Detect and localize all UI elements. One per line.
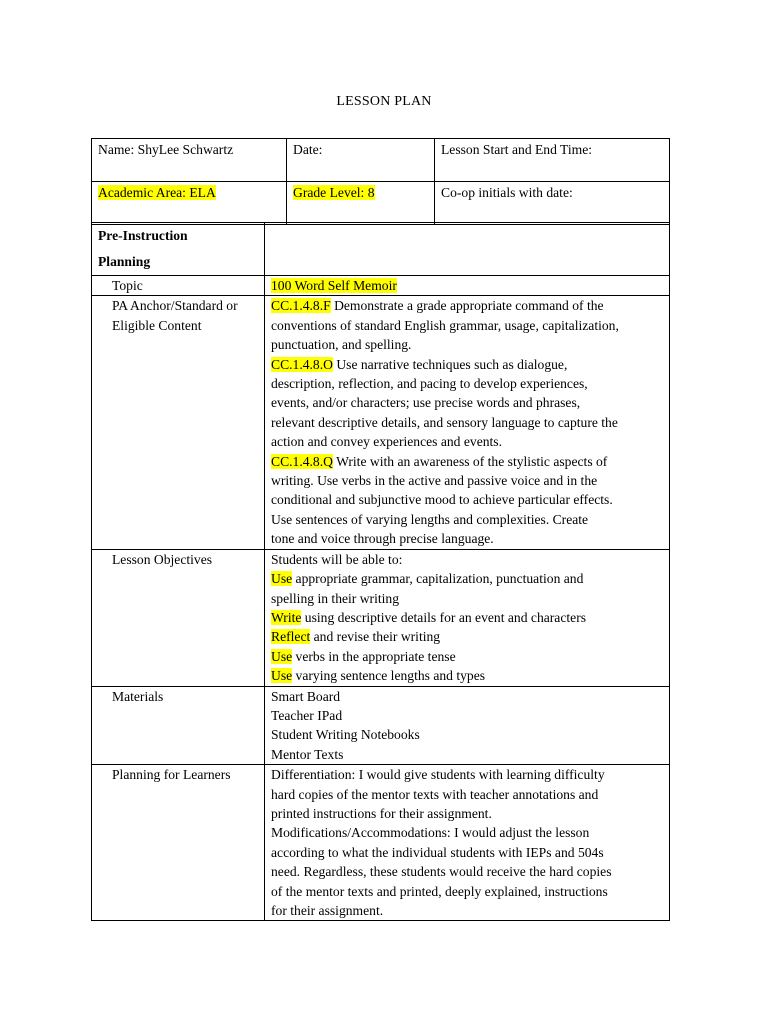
objective-verb: Write [271,609,302,625]
standard-text: Write with an awareness of the stylistic aspects of [332,453,608,469]
objective-text: using descriptive details for an event and characters [301,609,587,625]
standard-code: CC.1.4.8.O [271,356,333,372]
planning-cell [265,765,670,921]
standard-line: action and convey experiences and events. [271,434,502,450]
standard-line: writing. Use verbs in the active and passive voice and in the [271,473,598,489]
pre-instruction-empty-cell [265,223,670,276]
standard-line: tone and voice through precise language. [271,531,494,547]
planning-line: for their assignment. [271,903,384,918]
academic-area-cell [92,182,287,225]
standard-line: events, and/or characters; use precise words and phrases, [271,395,581,411]
standard-line: Use sentences of varying lengths and complexities. Create [271,511,589,527]
standards-cell [265,296,670,549]
standard-code: CC.1.4.8.F [271,298,331,314]
objective-text: verbs in the appropriate tense [292,648,456,664]
objective-verb: Reflect [271,629,311,645]
date-cell: Date: [287,139,435,182]
grade-level-cell [287,182,435,225]
standard-line [271,296,663,315]
objectives-intro: Students will be able to: [271,551,403,567]
planning-line: of the mentor texts and printed, deeply explained, instructions [271,883,608,899]
objective-line [271,647,663,666]
objective-line [271,666,663,685]
standard-line: conventions of standard English grammar, usage, capitalization, [271,317,619,333]
planning-line: according to what the individual students with IEPs and 504s [271,844,604,860]
material-item: Mentor Texts [271,746,344,762]
objective-line [271,569,663,588]
planning-table [91,222,670,921]
objective-text: varying sentence lengths and types [292,668,486,684]
objective-verb: Use [271,571,293,587]
objective-line [271,627,663,646]
standards-label-line: PA Anchor/Standard or [112,298,238,314]
topic-value-cell [265,276,670,296]
time-cell: Lesson Start and End Time: [435,139,670,182]
objective-text: and revise their writing [310,629,441,645]
standard-text: Demonstrate a grade appropriate command of the [330,298,604,314]
coop-cell: Co-op initials with date: [435,182,670,225]
material-item: Teacher IPad [271,707,343,723]
standards-label [92,296,265,549]
page-title: LESSON PLAN [336,94,432,109]
objective-line [271,608,663,627]
academic-area-text: Academic Area: ELA [98,185,216,200]
standard-line [271,355,663,374]
grade-level-text: Grade Level: 8 [293,185,375,200]
objective-verb: Use [271,648,293,664]
pre-instruction-line: Planning [98,254,151,269]
header-table [91,138,670,225]
planning-line: hard copies of the mentor texts with teacher annotations and [271,786,599,802]
topic-value: 100 Word Self Memoir [271,278,397,293]
planning-line: printed instructions for their assignment. [271,805,492,821]
standard-text: Use narrative techniques such as dialogue, [332,356,568,372]
objectives-label: Lesson Objectives [92,549,265,686]
standard-line: conditional and subjunctive mood to achieve particular effects. [271,492,613,508]
standard-line: relevant descriptive details, and sensory language to capture the [271,414,618,430]
planning-line: Differentiation: I would give students with learning difficulty [271,767,605,783]
planning-label: Planning for Learners [92,765,265,921]
name-cell: Name: ShyLee Schwartz [92,139,287,182]
planning-line: need. Regardless, these students would receive the hard copies [271,864,612,880]
objective-verb: Use [271,668,293,684]
materials-label: Materials [92,686,265,765]
material-item: Student Writing Notebooks [271,727,420,743]
objective-text: appropriate grammar, capitalization, punctuation and [292,571,584,587]
objectives-cell [265,549,670,686]
objective-line: spelling in their writing [271,590,399,606]
standard-line: description, reflection, and pacing to develop experiences, [271,376,588,392]
pre-instruction-line: Pre-Instruction [98,228,188,243]
material-item: Smart Board [271,688,341,704]
planning-line: Modifications/Accommodations: I would adjust the lesson [271,825,590,841]
standard-code: CC.1.4.8.Q [271,453,333,469]
topic-label: Topic [92,276,265,296]
pre-instruction-cell [92,223,265,276]
materials-cell [265,686,670,765]
standard-line: punctuation, and spelling. [271,337,412,353]
standard-line [271,452,663,471]
standards-label-line: Eligible Content [112,317,202,333]
